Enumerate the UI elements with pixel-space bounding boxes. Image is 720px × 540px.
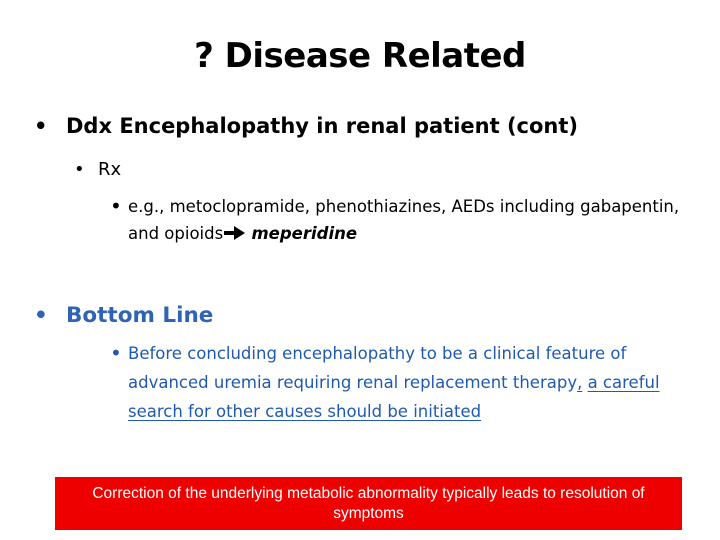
conclusion-underlined-text: a careful search for other causes should be initiated xyxy=(128,373,660,421)
drug-list-text: e.g., metoclopramide, phenothiazines, AEDs including gabapentin, and opioids xyxy=(128,197,680,243)
sub-bullet-label-rx: Rx xyxy=(98,159,122,180)
bullet-dot: • xyxy=(110,341,122,365)
right-arrow-icon xyxy=(224,226,245,240)
bullet-bottom-line xyxy=(34,300,213,332)
detail-text-conclusion xyxy=(128,339,703,426)
callout-banner xyxy=(55,477,682,530)
bullet-dot: • xyxy=(34,303,48,328)
bullet-dot: • xyxy=(34,114,48,138)
bullet-heading-bottom-line: Bottom Line xyxy=(66,303,214,328)
conclusion-plain-text: Before concluding encephalopathy to be a clinical feature of advanced uremia requiring renal replacement therapy xyxy=(128,344,627,392)
callout-banner-text: Correction of the underlying metabolic abnormality typically leads to resolution of symptoms xyxy=(92,484,645,522)
slide-title: ? Disease Related xyxy=(194,36,526,76)
sub-bullet-rx xyxy=(74,157,121,183)
bullet-dot: • xyxy=(110,194,122,218)
detail-bullet-conclusion xyxy=(110,339,705,426)
meperidine-highlight: meperidine xyxy=(251,224,358,243)
detail-text-drugs xyxy=(128,193,688,247)
conclusion-comma: , xyxy=(577,373,583,392)
bullet-ddx-encephalopathy xyxy=(34,111,578,141)
detail-bullet-drugs xyxy=(110,193,695,247)
bullet-heading-ddx: Ddx Encephalopathy in renal patient (cont) xyxy=(66,114,579,138)
bullet-dot: • xyxy=(74,159,85,180)
